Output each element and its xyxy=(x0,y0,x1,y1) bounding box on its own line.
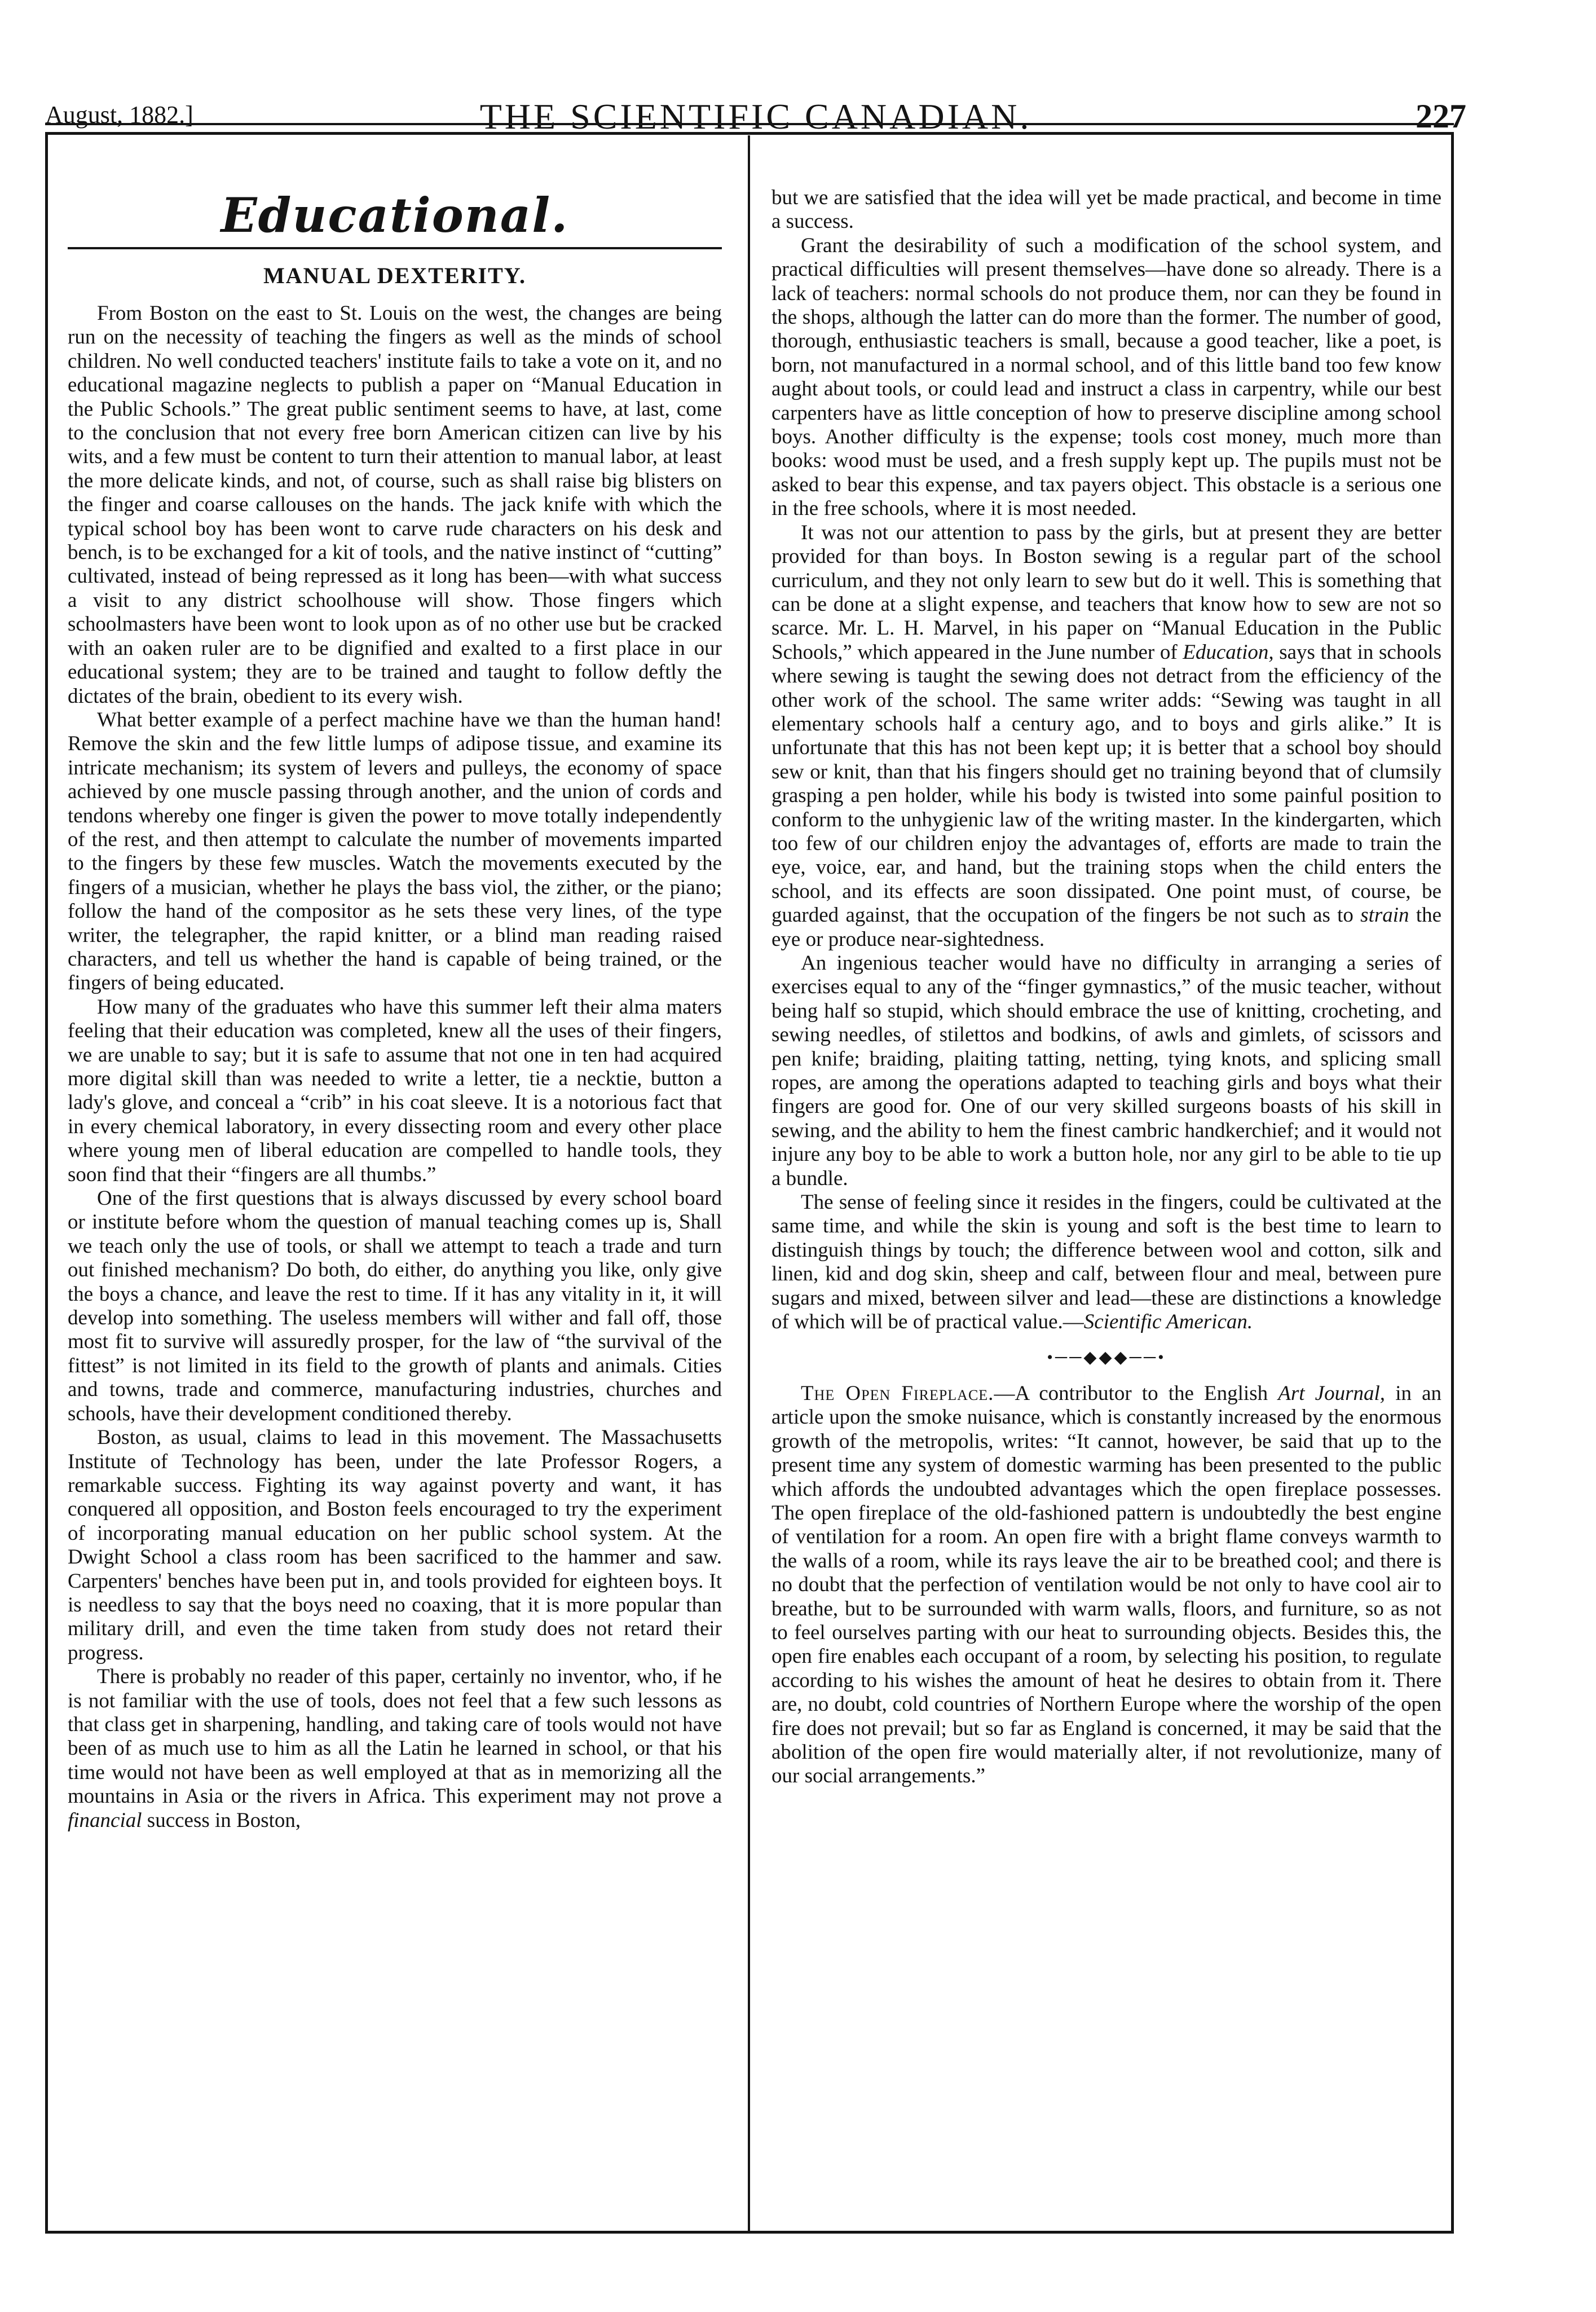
italic-phrase: strain xyxy=(1360,904,1409,927)
separator-ornament: •──◆◆◆──• xyxy=(1047,1347,1166,1367)
italic-phrase: Art Journal, xyxy=(1278,1381,1386,1405)
article-title: MANUAL DEXTERITY. xyxy=(263,263,526,288)
paragraph-text: It was not our attention to pass by the girls, but at present they are better provided for than boys. In Boston sewing is a regular part of the school curriculum, and they not only learn to sew but do it well. This is something that can be done at a slight expense, and teachers that know how to sew are not so scarce. Mr. L. H. Marvel, in his paper on “Manual Education in the Public Schools,” which appeared in the June number of xyxy=(771,521,1441,664)
paragraph-text: The sense of feeling since it resides in the fingers, could be cultivated at the same time, and while the skin is young and soft is the best time to learn to distinguish things by touch; the difference between wool and cotton, silk and linen, kid and dog skin, sheep and calf, between flour and meal, between pure sugars and mixed, between silver and lead—these are distinctions a knowledge of which will be of practical value.— xyxy=(771,1191,1441,1334)
issue-date: August, 1882.] xyxy=(45,101,193,129)
italic-phrase: financial xyxy=(68,1808,142,1832)
article-paragraph: An ingenious teacher would have no difficulty in arranging a series of exercises equal to any of the “finger gymnastics,” of the music teacher, without being half so stupid, which should embrace the use of knitting, crocheting, and sewing needles, of stilettos and bodkins, of awls and gimlets, of scissors and pen knife; braiding, plaiting tatting, netting, tying knots, and splicing small ropes, are among the operations adapted to teaching girls and boys what their fingers are good for. One of our very skilled surgeons boasts of his skill in sewing, and the ability to hem the finest cambric handkerchief; and it would not injure any boy to be able to work a button hole, nor any girl to be able to tie up a bundle. xyxy=(771,952,1441,1190)
section-rule xyxy=(68,247,722,249)
article-paragraph: From Boston on the east to St. Louis on the west, the changes are being run on the necessity of teaching the fingers as well as the minds of school children. No well conducted teachers' institute fails to take a vote on it, and no educational magazine neglects to publish a paper on “Manual Education in the Public Schools.” The great public sentiment seems to have, at last, come to the conclusion that not every free born American citizen can live by his wits, and a few must be content to turn their attention to manual labor, at least the more delicate kinds, and not, of course, such as shall raise big blisters on the finger and coarse callouses on the hands. The jack knife with which the typical school boy has been wont to carve rude characters on his desk and bench, is to be exchanged for a kit of tools, and the native instinct of “cutting” cultivated, instead of being repressed as it long has been—with what success a visit to any district schoolhouse will show. Those fingers which schoolmasters have been wont to look upon as of no other use but be cracked with an oaken ruler are to be dignified and exalted to a first place in our educational system; they are to be trained and taught to follow deftly the dictates of the brain, obedient to its every wish. xyxy=(68,302,722,708)
italic-phrase: Education, xyxy=(1183,640,1274,664)
paragraph-text: —A contributor to the English xyxy=(994,1381,1268,1405)
article-paragraph: What better example of a perfect machine have we than the human hand! Remove the skin and the few little lumps of adipose tissue, and examine its intricate mechanism; its system of levers and pulleys, the economy of space achieved by one muscle passing through another, and the union of cords and tendons whereby one finger is given the power to move totally independently of the rest, and then attempt to calculate the number of movements imparted to the fingers by these few muscles. Watch the movements executed by the fingers of a musician, whether he plays the bass viol, the zither, or the piano; follow the hand of the compositor as he sets these very lines, of the type writer, the telegrapher, the rapid knitter, or a blind man reading raised characters, and tell us whether the hand is capable of being trained, or the fingers of being educated. xyxy=(68,708,722,995)
fireplace-paragraph xyxy=(771,1382,1441,1789)
article-paragraph-continued xyxy=(68,1665,722,1833)
header-rule xyxy=(45,123,1454,125)
column-divider xyxy=(748,135,750,2231)
article-paragraph: Boston, as usual, claims to lead in this movement. The Massachusetts Institute of Technology has been, under the late Professor Rogers, a remarkable success. Fighting its way against poverty and want, it has conquered all opposition, and Boston feels encouraged to try the experiment of incorporating manual education on her public school system. At the Dwight School a class room has been sacrificed to the hammer and saw. Carpenters' benches have been put in, and tools provided for eighteen boys. It is needless to say that the boys need no coaxing, that it is more popular than military drill, and even the time taken from study does not retard their progress. xyxy=(68,1426,722,1664)
journal-title: THE SCIENTIFIC CANADIAN. xyxy=(479,96,1032,136)
source-credit: Scientific American. xyxy=(1083,1310,1253,1334)
page-number: 227 xyxy=(1416,98,1466,135)
paragraph-text: says that in schools where sewing is taught the sewing does not detract from the efficiency of the other work of the school. The same writer adds: “Sewing was taught in all elementary schools half a century ago, and to boys and girls alike.” It is unfortunate that this has not been kept up; it is better that a school boy should sew or knit, than that his fingers should get no training beyond that of clumsily grasping a pen holder, while his body is twisted into some painful position to conform to the unhygienic law of the writing master. In the kindergarten, which too few of our children enjoy the advantages of, efforts are made to train the eye, voice, ear, and hand, but the training stops when the child enters the school, and its effects are soon dissipated. One point must, of course, be guarded against, that the occupation of the fingers be not such as to xyxy=(771,640,1442,927)
article-paragraph xyxy=(771,1191,1441,1334)
fireplace-lead: The Open Fireplace. xyxy=(801,1381,994,1405)
article-paragraph: One of the first questions that is always discussed by every school board or institute before whom the question of manual teaching comes up is, Shall we teach only the use of tools, or shall we attempt to teach a trade and turn out finished mechanism? Do both, do either, do anything you like, only give the boys a chance, and leave the rest to time. If it has any vitality in it, it will develop into something. The useless members will wither and fall off, those most fit to survive will assuredly prosper, for the law of “the survival of the fittest” is not limited in its field to the growth of plants and animals. Cities and towns, trade and commerce, manufacturing industries, churches and schools, have their development conditioned thereby. xyxy=(68,1187,722,1425)
section-title: Educational. xyxy=(221,187,569,243)
right-column xyxy=(771,186,1441,1789)
paragraph-text: in an article upon the smoke nuisance, which is constantly increased by the enormous growth of the metropolis, writes: “It cannot, however, be said that up to the present time any system of domestic warming has been presented to the public which affords the undoubted advantages which the open fireplace possesses. The open fireplace of the old-fashioned pattern is undoubtedly the best engine of ventilation for a room. An open fire with a bright flame conveys warmth to the walls of a room, while its rays leave the air to be breathed cool; and there is no doubt that the perfection of ventilation would be not only to have cool air to breathe, but to be surrounded with warm walls, floors, and furniture, so as not to feel ourselves parting with our heat to surrounding objects. Besides this, the open fire enables each occupant of a room, by selecting his position, to regulate according to his wishes the amount of heat he desires to obtain from it. There are, no doubt, cold countries of Northern Europe where the worship of the open fire does not prevail; but so far as England is concerned, it may be said that the abolition of the open fire would materially alter, if not revolutionize, many of our social arrangements.” xyxy=(771,1381,1442,1788)
article-paragraph: but we are satisfied that the idea will yet be made practical, and become in time a success. xyxy=(771,186,1441,234)
left-column xyxy=(68,302,722,1833)
paragraph-text: the eye or produce near-sightedness. xyxy=(771,904,1442,951)
article-paragraph: How many of the graduates who have this summer left their alma maters feeling that their education was completed, knew all the uses of their fingers, we are unable to say; but it is safe to assume that not one in ten had acquired more digital skill than was needed to write a letter, tie a necktie, button a lady's glove, and conceal a “crib” in his coat sleeve. It is a notorious fact that in every chemical laboratory, in every dissecting room and every other place where young men of liberal education are compelled to handle tools, they soon find that their “fingers are all thumbs.” xyxy=(68,995,722,1186)
article-paragraph xyxy=(771,521,1441,952)
article-paragraph: Grant the desirability of such a modification of the school system, and practical difficulties will present themselves—have done so already. There is a lack of teachers: normal schools do not produce them, nor can they be found in the shops, although the latter can do more than the former. The number of good, thorough, enthusiastic teachers is small, because a good teacher, like a poet, is born, not manufactured in a normal school, and of this little band too few know aught about tools, or could lead and instruct a class in carpentry, while our best carpenters have as little conception of how to preserve discipline among school boys. Another difficulty is the expense; tools cost money, much more than books: wood must be used, and a fresh supply kept up. The pupils must not be asked to bear this expense, and tax payers object. This obstacle is a serious one in the free schools, where it is most needed. xyxy=(771,234,1441,521)
paragraph-text: There is probably no reader of this paper, certainly no inventor, who, if he is not familiar with the use of tools, does not feel that a few such lessons as that class get in sharpening, handling, and taking care of tools would not have been of as much use to him as all the Latin he learned in school, or that his time would not have been as well employed at that as in memorizing all the mountains in Asia or the rivers in Africa. This experiment may not prove a xyxy=(68,1665,722,1808)
paragraph-text: success in Boston, xyxy=(147,1808,301,1832)
